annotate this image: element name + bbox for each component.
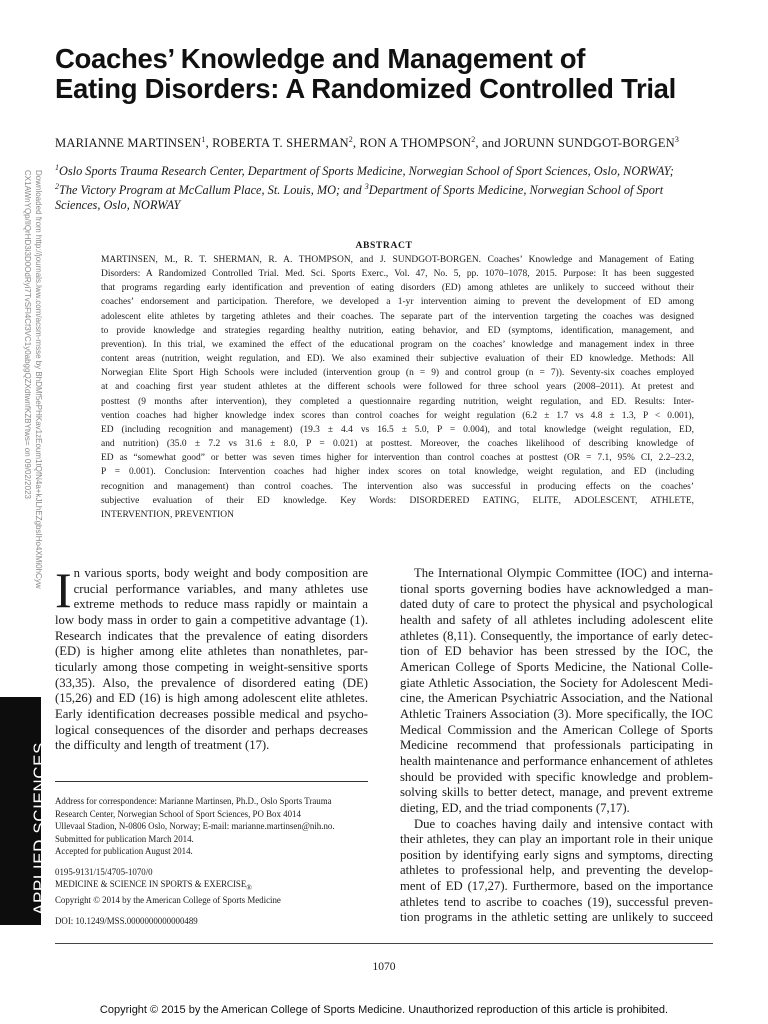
abstract-line: recognition and management) than control coaches. The intervention also was successful in producing effects on the coaches’ [101, 481, 694, 492]
section-tab [0, 697, 49, 925]
body-text-line: Early identification decreases possible medical and psycho- [55, 706, 368, 721]
journal-name [55, 878, 368, 894]
copyright-line: Copyright © 2014 by the American College of Sports Medicine [55, 895, 281, 906]
affil-mark: 1 [55, 163, 59, 172]
journal-name-text: MEDICINE & SCIENCE IN SPORTS & EXERCISE [55, 879, 247, 889]
body-text-line: dated duty of care to protect the physical and psychological [400, 597, 713, 612]
section-tab-label: APPLIED SCIENCES [30, 741, 49, 915]
affiliation-text: Department of Sports Medicine, Norwegian School of Sport [368, 183, 664, 198]
abstract-line: P = 0.001). Conclusion: Intervention coaches had higher index scores on total knowledge, weight regulation, and ED (including [101, 467, 694, 478]
abstract-line: content areas (nutrition, weight regulation, and ED). We also examined their subjective evaluation of their ED knowledge. Methods: All [101, 354, 694, 365]
page-number: 1070 [372, 961, 396, 973]
bottom-rule [55, 943, 713, 944]
abstract-line: at and coaching first year student athletes at the different schools were followed for three school years (2008–2011). At pretest and [101, 382, 694, 393]
affiliation-line: Sciences, Oslo, NORWAY [55, 198, 181, 213]
author-affil-mark: 2 [348, 135, 353, 144]
body-text-line: n various sports, body weight and body composition are [73, 566, 368, 580]
correspondence-block [55, 795, 368, 927]
body-text-line: position by identifying early signs and symptoms, directing [400, 847, 713, 862]
affiliation-line [55, 179, 717, 198]
body-text-line: dieting, ED, and the triad components (7,17). [400, 800, 630, 815]
author-name: , RON A THOMPSON [352, 136, 472, 151]
article-title [55, 44, 745, 104]
correspondence-line: Research Center, Norwegian School of Sport Sciences, PO Box 4014 [55, 808, 301, 819]
abstract-line: and nutrition) (35.0 ± 7.2 vs 31.6 ± 8.0, P = 0.021) at posttest. Moreover, the coaches likelihood of describing knowledge of [101, 439, 694, 450]
submitted-date: Submitted for publication March 2014. [55, 833, 194, 844]
abstract-line: vention coaches had higher knowledge index scores than control coaches for weight regulation (6.2 ± 1.7 vs 4.8 ± 1.3, P < 0.001), [101, 410, 694, 421]
footnote-divider [55, 781, 368, 782]
body-text-line: Athletic Trainers Association (3). More specifically, the IOC [400, 706, 713, 721]
body-text-line: crucial performance variables, and many athletes use [73, 581, 368, 596]
title-line-1: Coaches’ Knowledge and Management of [55, 43, 586, 74]
download-notice-line[interactable]: CX1AWnYQp/IlQrHD3i3D0OdRyi7TvSFl4Cf3VC1y0abggQZXdtwnfKZBYtws= on 09/02/2023 [23, 170, 32, 499]
author-list [55, 135, 745, 151]
abstract-line: ED (including recognition and management) (19.3 ± 4.4 vs 16.5 ± 5.0, P = 0.004), and total knowledge (weight regulation, ED, [101, 424, 694, 435]
abstract-line: INTERVENTION, PREVENTION [101, 509, 234, 520]
body-text-line: giate Athletic Association, the Society for Adolescent Medi- [400, 675, 713, 690]
issn-code: 0195-9131/15/4705-1070/0 [55, 866, 153, 877]
correspondence-line: Ullevaal Stadion, N-0806 Oslo, Norway; E-mail: marianne.martinsen@nih.no. [55, 821, 335, 831]
body-text-line: (15,26) and ED (16) is high among adolescent elite athletes. [55, 691, 368, 706]
author-name: , and JORUNN SUNDGOT-BORGEN [475, 136, 675, 151]
body-text-line: extreme methods to reduce mass rapidly or maintain a [73, 597, 368, 612]
body-text-line: athletes (8,11). Consequently, the importance of early detec- [400, 628, 713, 643]
affiliation-line [55, 160, 717, 179]
body-text-line: their athletes, they can play an important role in their unique [400, 832, 713, 847]
affil-mark: 2 [55, 182, 59, 192]
author-affil-mark: 1 [201, 135, 206, 144]
body-text-line: cine, the American Psychiatric Association, and the National [400, 691, 713, 706]
abstract-text [101, 253, 694, 522]
abstract-line: that programs regarding early identification and prevention of eating disorders (ED) among athletes are unlikely to succeed without their [101, 283, 694, 294]
body-text-line: Medicine recommend that professionals participating in [400, 738, 713, 753]
drop-cap: I [55, 562, 72, 618]
body-text-line: American College of Sports Medicine, the National Colle- [400, 659, 713, 674]
body-text-line: tion of ED behavior has been stressed by the IOC, the [400, 644, 713, 659]
body-text-line: Medical Commission and the American College of Sports [400, 722, 713, 737]
author-affil-mark: 3 [674, 135, 680, 144]
affiliation-text: Oslo Sports Trauma Research Center, Department of Sports Medicine, Norwegian School of Sport Sciences, Oslo, NORWAY; [59, 164, 674, 179]
body-text-line: The International Olympic Committee (IOC) and interna- [414, 566, 713, 580]
affiliation-text: The Victory Program at McCallum Place, St. Louis, MO; and [59, 183, 365, 198]
abstract-line: Norwegian Elite Sport High Schools were included (intervention group (n = 9) and control group (n = 7)). Seventy-six coaches employed [101, 368, 694, 379]
download-notice-line[interactable]: Downloaded from http://journals.lww.com/acsm-msse by BhDMf5ePHKav1zEoum1tQfN4a+kJLhEZgbsIHo4XMi0hCyw [34, 170, 43, 589]
abstract-line: Disorders: A Randomized Controlled Trial. Med. Sci. Sports Exerc., Vol. 47, No. 5, pp. 1070–1078, 2015. Purpose: It has been suggested [101, 269, 694, 280]
title-line-2: Eating Disorders: A Randomized Controlled Trial [55, 73, 677, 104]
doi[interactable]: DOI: 10.1249/MSS.0000000000000489 [55, 915, 198, 926]
body-text-line: athletes tend to ascribe to coaches (19), successful preven- [400, 894, 713, 909]
body-column-left [55, 562, 368, 754]
abstract-line: coaches’ endorsement and participation. Therefore, we developed a 1-yr intervention aiming to prevent the development of ED among [101, 297, 694, 308]
abstract-line: subjective evaluation of their ED knowledge. Key Words: DISORDERED EATING, ELITE, ADOLESCENT, ATHLETE, [101, 495, 694, 506]
accepted-date: Accepted for publication August 2014. [55, 846, 193, 856]
body-text-line: (33,35). Also, the prevalence of disordered eating (DE) [55, 675, 368, 690]
affiliations [55, 160, 717, 213]
body-text-line: (ED) is higher among elite athletes than nonathletes, par- [55, 644, 368, 659]
abstract-line: prevention). In this trial, we examined the effect of the educational program on the coaches’ knowledge and management index in three [101, 339, 694, 350]
abstract-line: MARTINSEN, M., R. T. SHERMAN, R. A. THOMPSON, and J. SUNDGOT-BORGEN. Coaches’ Knowledge and Management of Eating [101, 255, 694, 265]
copyright-footer: Copyright © 2015 by the American College of Sports Medicine. Unauthorized reproduction of this article is prohibited. [99, 1004, 669, 1016]
body-text-line: logical consequences of the disorder and perhaps decreases [55, 722, 368, 737]
author-affil-mark: 2 [471, 135, 476, 144]
body-text-line: Research indicates that the prevalence of eating disorders [55, 628, 368, 643]
body-text-line: low body mass in order to gain a competitive advantage (1). [55, 612, 368, 627]
author-name: MARIANNE MARTINSEN [55, 136, 202, 151]
body-text-line: ment of ED (17,27). Furthermore, based on the importance [400, 879, 713, 894]
abstract-line: ED as “somewhat good” or better was seven times higher for intervention than control coaches at posttest (OR = 7.1, 95% CI, 2.2–23.2, [101, 453, 694, 464]
registered-mark: ® [246, 882, 252, 892]
affil-mark: 3 [364, 182, 369, 192]
body-text-line: the difficulty and length of treatment (17). [55, 738, 270, 753]
body-text-line: tional sports governing bodies have acknowledged a man- [400, 581, 713, 596]
body-text-line: solving skills to better detect, manage, and prevent extreme [400, 785, 713, 800]
author-name: , ROBERTA T. SHERMAN [205, 136, 349, 151]
abstract-heading: ABSTRACT [355, 240, 413, 251]
body-text-line: tion programs in the athletic setting are unlikely to succeed [400, 910, 713, 925]
abstract-line: posttest (9 months after intervention), they completed a questionnaire regarding nutrition, weight regulation, and ED. Results: Inter- [101, 396, 694, 407]
download-notice [4, 170, 44, 589]
body-text-line: health and safety of all athletes including adolescent elite [400, 612, 713, 627]
abstract-line: to provide knowledge and strategies regarding healthy nutrition, eating behavior, and ED (symptoms, identification, management, and [101, 325, 694, 336]
body-column-right [400, 566, 713, 926]
abstract-line: adolescent elite athletes by targeting athletes and their coaches. The separate part of the intervention targeting the coaches was designed [101, 311, 694, 322]
body-text-line: ticularly among those competing in weight-sensitive sports [55, 659, 368, 674]
body-text-line: athletes to professional help, and preventing the develop- [400, 863, 713, 878]
body-text-line: Due to coaches having daily and intensive contact with [414, 816, 713, 831]
correspondence-line: Address for correspondence: Marianne Martinsen, Ph.D., Oslo Sports Trauma [55, 796, 332, 806]
body-text-line: health maintenance and performance enhancement of athletes [400, 753, 713, 768]
body-text-line: should be provided with specific knowledge and problem- [400, 769, 713, 784]
